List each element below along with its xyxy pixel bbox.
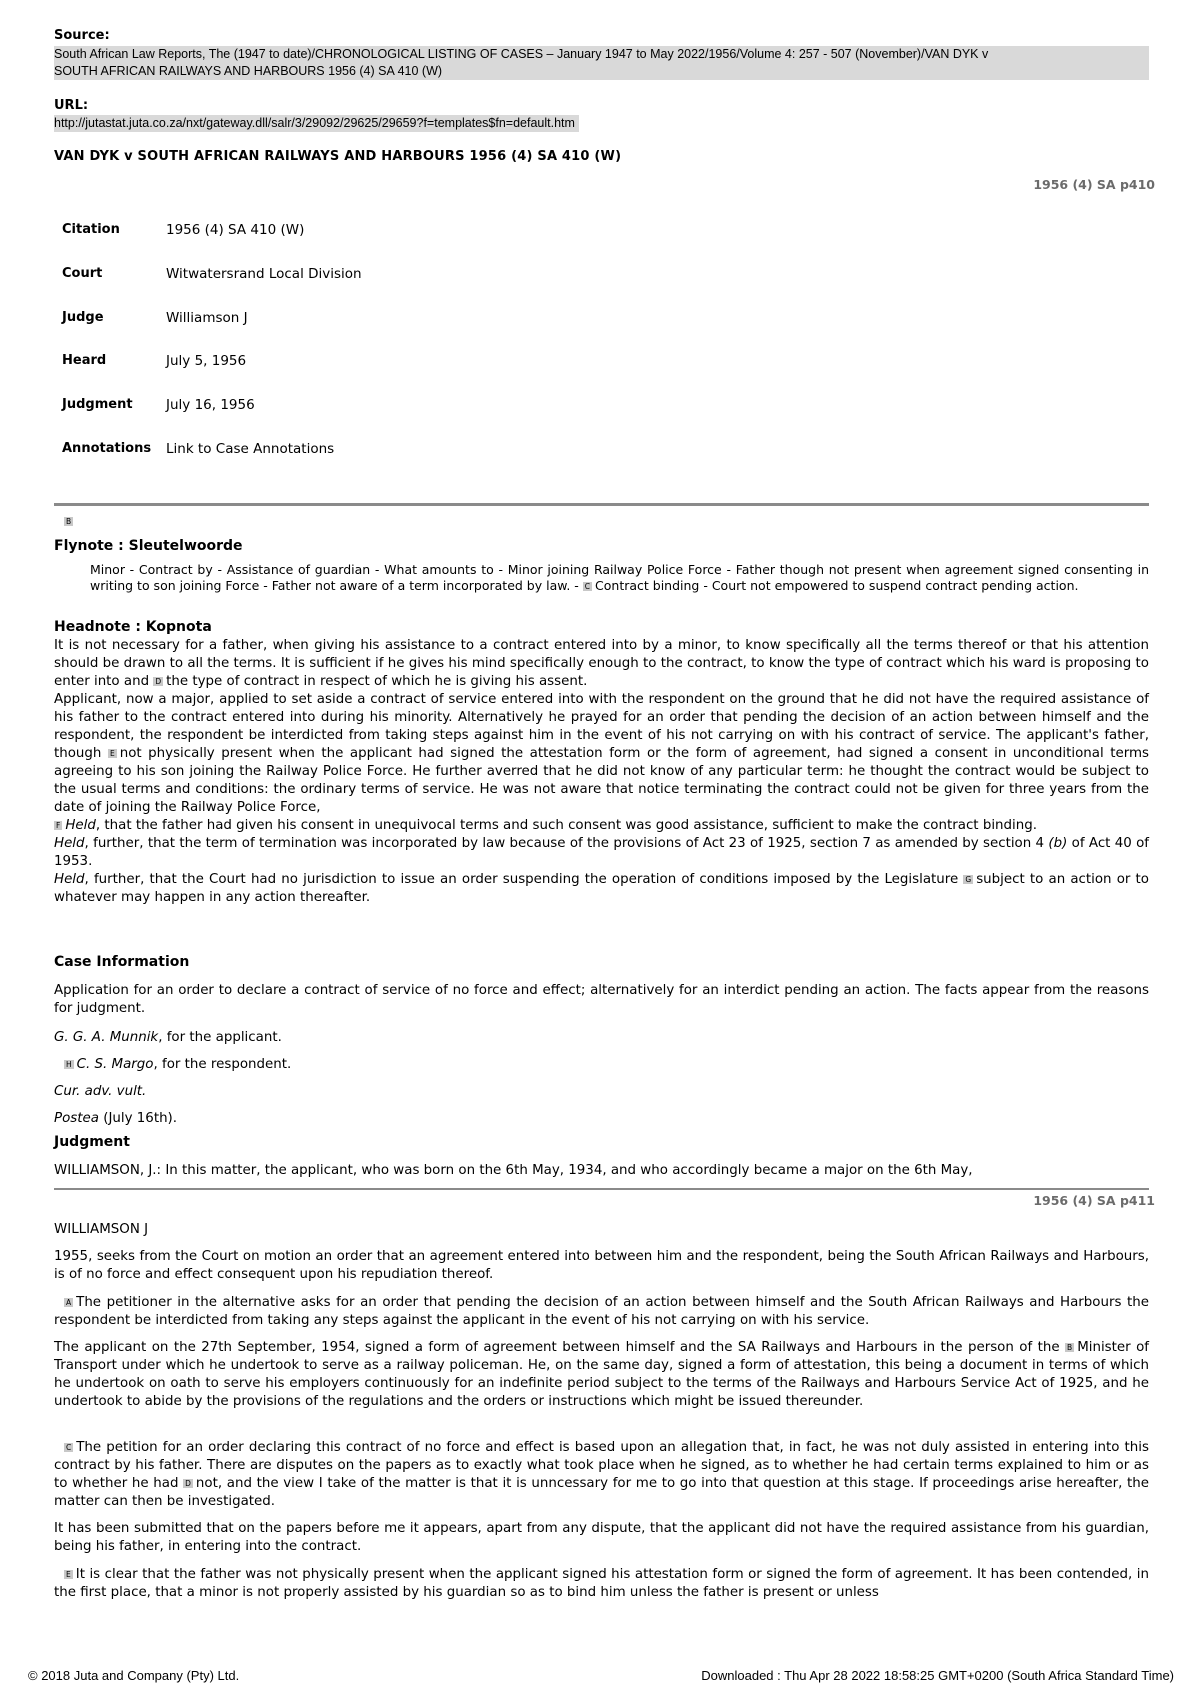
margin-marker-h: H bbox=[66, 1060, 72, 1069]
margin-marker-e: E bbox=[109, 749, 115, 758]
meta-key: Citation bbox=[62, 222, 120, 237]
page-reference-410: 1956 (4) SA p410 bbox=[1033, 177, 1155, 192]
case-information-heading: Case Information bbox=[54, 954, 190, 970]
judgment-paragraph: E It is clear that the father was not physically present when the applicant signed his attestation form or signed the form of agreement. It has been contended, in the first place, that a minor is not properly assisted by his guardian so as to bind him unless the father is present or unless bbox=[54, 1567, 1149, 1600]
case-title: VAN DYK v SOUTH AFRICAN RAILWAYS AND HARBOURS 1956 (4) SA 410 (W) bbox=[54, 149, 622, 164]
page-reference-411: 1956 (4) SA p411 bbox=[1033, 1193, 1155, 1208]
headnote-paragraph: It is not necessary for a father, when giving his assistance to a contract entered into by a minor, to know specifically all the terms thereof or that his attention should be drawn to all the terms. It is sufficient if he gives his mind specifically enough to the contract, to know the type of contract which his ward is proposing to enter into and D the type of contract in respect of which he is giving his assent. bbox=[54, 638, 1149, 689]
headnote-held-3: Held, further, that the Court had no jurisdiction to issue an order suspending the operation of conditions imposed by the Legislature G subject to an action or to whatever may happen in any action thereafter. bbox=[54, 872, 1149, 905]
meta-row-court bbox=[62, 266, 362, 310]
margin-marker-b-2: B bbox=[1067, 1343, 1073, 1352]
footer-downloaded: Downloaded : Thu Apr 28 2022 18:58:25 GMT+0200 (South Africa Standard Time) bbox=[701, 1668, 1174, 1683]
margin-marker-c-2: C bbox=[66, 1443, 72, 1452]
meta-value: Witwatersrand Local Division bbox=[166, 265, 362, 282]
flynote-part-2: Contract binding - Court not empowered to suspend contract pending action. bbox=[595, 578, 1079, 593]
counsel-applicant: G. G. A. Munnik, for the applicant. bbox=[54, 1030, 282, 1045]
judgment-first-line: WILLIAMSON, J.: In this matter, the applicant, who was born on the 6th May, 1934, and who accordingly became a major on the 6th May, bbox=[54, 1163, 973, 1178]
margin-marker-e-2: E bbox=[66, 1570, 71, 1579]
url-link[interactable]: http://jutastat.juta.co.za/nxt/gateway.dll/salr/3/29092/29625/29659?f=templates$fn=default.htm bbox=[54, 115, 579, 132]
headnote-held-2: Held, further, that the term of termination was incorporated by law because of the provisions of Act 23 of 1925, section 7 as amended by section 4 (b) of Act 40 of 1953. bbox=[54, 836, 1150, 869]
meta-key: Judge bbox=[62, 309, 104, 325]
annotations-link[interactable]: Link to Case Annotations bbox=[166, 440, 335, 457]
margin-marker-d: D bbox=[155, 677, 162, 686]
cur-adv-vult: Cur. adv. vult. bbox=[54, 1084, 147, 1099]
headnote-heading: Headnote : Kopnota bbox=[54, 619, 212, 635]
meta-key: Annotations bbox=[62, 440, 152, 456]
source-path-line-2: SOUTH AFRICAN RAILWAYS AND HARBOURS 1956 (4) SA 410 (W) bbox=[54, 64, 443, 78]
margin-marker-g: G bbox=[965, 875, 972, 884]
meta-key: Judgment bbox=[62, 397, 133, 413]
judgment-paragraph: C The petition for an order declaring this contract of no force and effect is based upon an allegation that, in fact, he was not duly assisted in entering into this contract by his father. There are disputes on the papers as to exactly what took place when he signed, as to whether he had certain terms explained to him or as to whether he had D not, and the view I take of the matter is that it is unncessary for me to go into that question at this stage. If proceedings arise hereafter, the matter can then be investigated. bbox=[54, 1440, 1149, 1509]
flynote-part-1: Minor - Contract by - Assistance of guardian - What amounts to - Minor joining Railway Police Force - Father though not present when agreement signed consenting in writing to son joining Force - Father not aware of a term incorporated by law. - bbox=[90, 562, 1149, 593]
footer-copyright: © 2018 Juta and Company (Pty) Ltd. bbox=[28, 1668, 240, 1683]
meta-row-judgment bbox=[62, 397, 362, 441]
source-label: Source: bbox=[54, 28, 110, 43]
meta-row-citation bbox=[62, 222, 362, 266]
meta-value: Williamson J bbox=[166, 309, 248, 326]
judgment-heading: Judgment bbox=[54, 1134, 130, 1150]
meta-key: Heard bbox=[62, 353, 107, 369]
meta-row-annotations bbox=[62, 441, 362, 485]
counsel-respondent: H C. S. Margo, for the respondent. bbox=[66, 1057, 292, 1072]
source-path-line-1: South African Law Reports, The (1947 to date)/CHRONOLOGICAL LISTING OF CASES – January 1947 to May 2022/1956/Volume 4: 257 - 507 (November)/VAN DYK v bbox=[54, 47, 989, 61]
section-divider bbox=[54, 503, 1149, 506]
case-information-text: Application for an order to declare a contract of service of no force and effect; alternatively for an interdict pending an action. The facts appear from the reasons for judgment. bbox=[54, 983, 1149, 1016]
headnote-paragraph: Applicant, now a major, applied to set aside a contract of service entered into with the respondent on the ground that he did not have the required assistance of his father to the contract entered into during his minority. Alternatively he prayed for an order that pending the decision of an action between himself and the respondent, the respondent be interdicted from taking steps against him in the event of his not carrying on with his contract of service. The applicant's father, though E not physically present when the applicant had signed the attestation form or the form of agreement, had signed a consent in unconditional terms agreeing to his son joining the Railway Police Force. He further averred that he did not know of any particular term: he thought the contract would be subject to the usual terms and conditions: the ordinary terms of service. He was not aware that notice terminating the contract could not be given for three years from the date of joining the Railway Police Force, bbox=[54, 692, 1149, 815]
flynote-text bbox=[90, 562, 1149, 594]
url-label: URL: bbox=[54, 98, 89, 113]
meta-value: July 5, 1956 bbox=[166, 353, 247, 370]
margin-marker-f: F bbox=[56, 821, 61, 830]
flynote-heading: Flynote : Sleutelwoorde bbox=[54, 538, 243, 554]
judgment-paragraph: It has been submitted that on the papers before me it appears, apart from any dispute, that the applicant did not have the required assistance from his guardian, being his father, in entering into the contract. bbox=[54, 1521, 1149, 1554]
running-head: WILLIAMSON J bbox=[54, 1222, 149, 1237]
judgment-paragraph: A The petitioner in the alternative asks for an order that pending the decision of an action between himself and the South African Railways and Harbours the respondent be interdicted from taking any steps against the applicant in the event of his not carrying on with his service. bbox=[54, 1295, 1149, 1328]
source-path bbox=[54, 46, 1149, 80]
margin-marker-c: C bbox=[584, 582, 591, 591]
page-break-divider bbox=[54, 1188, 1149, 1190]
meta-key: Court bbox=[62, 265, 103, 281]
case-meta-table bbox=[62, 222, 362, 485]
meta-value: July 16, 1956 bbox=[166, 397, 255, 414]
headnote-text bbox=[54, 637, 1149, 907]
postea: Postea (July 16th). bbox=[54, 1111, 178, 1126]
meta-row-judge bbox=[62, 310, 362, 354]
margin-marker-b: B bbox=[66, 517, 72, 526]
judgment-paragraph: 1955, seeks from the Court on motion an order that an agreement entered into between him and the respondent, being the South African Railways and Harbours, is of no force and effect consequent upon his repudiation thereof. bbox=[54, 1249, 1149, 1282]
headnote-held-1: F Held, that the father had given his consent in unequivocal terms and such consent was good assistance, sufficient to make the contract binding. bbox=[56, 818, 1037, 833]
meta-row-heard bbox=[62, 353, 362, 397]
margin-marker-d-2: D bbox=[185, 1479, 191, 1488]
judgment-paragraph: The applicant on the 27th September, 1954, signed a form of agreement between himself and the SA Railways and Harbours in the person of the B Minister of Transport under which he undertook to serve as a railway policeman. He, on the same day, signed a form of attestation, this being a document in terms of which he undertook on oath to serve his employers continuously for an indefinite period subject to the terms of the Railways and Harbours Service Act of 1925, and he undertook to abide by the provisions of the regulations and the orders or instructions which might be issued thereunder. bbox=[54, 1340, 1149, 1409]
meta-value: 1956 (4) SA 410 (W) bbox=[166, 222, 305, 238]
margin-marker-a: A bbox=[66, 1298, 72, 1307]
